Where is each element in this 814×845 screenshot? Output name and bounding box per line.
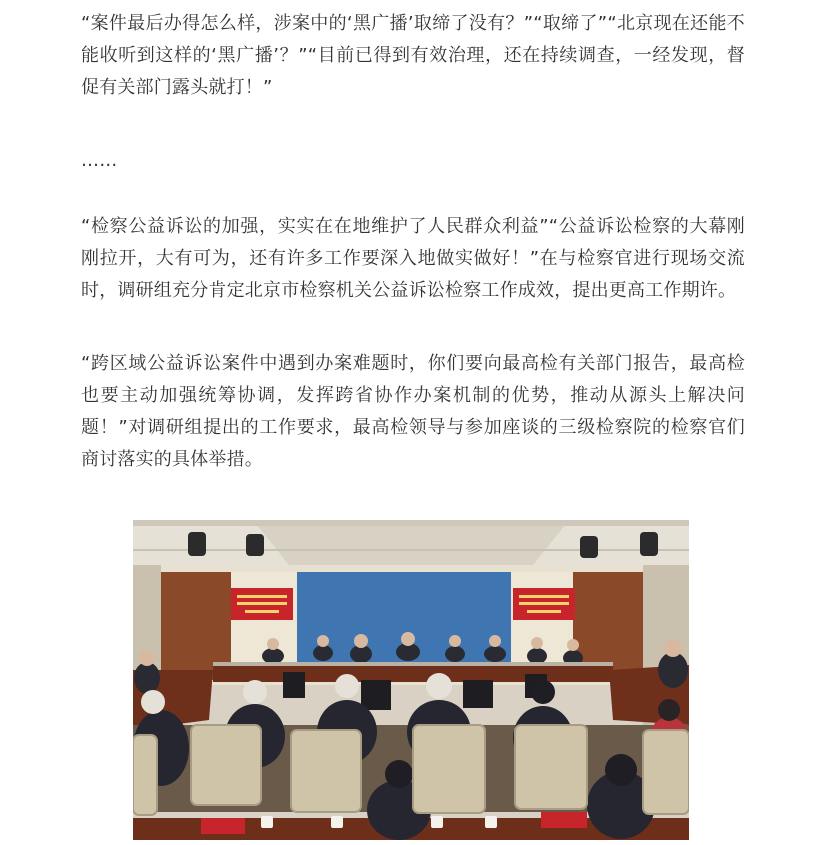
meeting-photo bbox=[133, 520, 689, 840]
paragraph-3: “检察公益诉讼的加强，实实在在地维护了人民群众利益”“公益诉讼检察的大幕刚刚拉开，大有可为，还有许多工作要深入地做实做好！”在与检察官进行现场交流时，调研组充分肯定北京市检察机关公益诉讼检察工作成效，提出更高工作期许。 bbox=[81, 216, 745, 301]
paragraph-1: “案件最后办得怎么样，涉案中的‘黑广播’取缔了没有？”“取缔了”“北京现在还能不能收听到这样的‘黑广播’？”“目前已得到有效治理，还在持续调查，一经发现，督促有关部门露头就打！” bbox=[81, 13, 745, 98]
paragraph-ellipsis: …… bbox=[81, 150, 118, 171]
paragraph-4: “跨区域公益诉讼案件中遇到办案难题时，你们要向最高检有关部门报告，最高检也要主动加强统筹协调，发挥跨省协作办案机制的优势，推动从源头上解决问题！”对调研组提出的工作要求，最高检领导与参加座谈的三级检察院的检察官们商讨落实的具体举措。 bbox=[81, 353, 745, 470]
